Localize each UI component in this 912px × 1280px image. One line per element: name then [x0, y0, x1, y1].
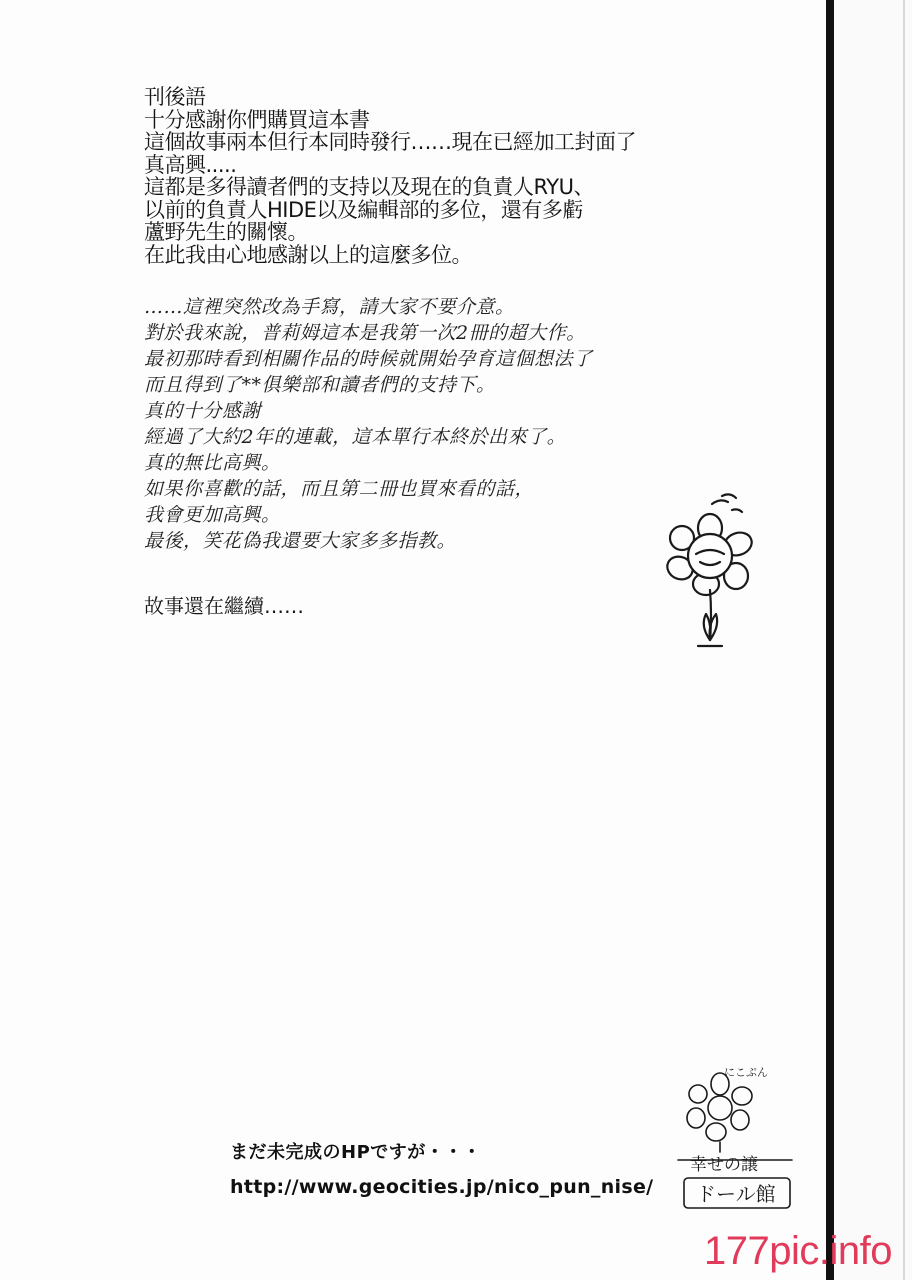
afterword-typed-block: [144, 86, 784, 266]
logo-mid-text: 幸せの譲: [690, 1155, 758, 1175]
typed-line: 十分感謝你們購買這本書: [144, 107, 370, 132]
closing-line: 故事還在繼續……: [144, 594, 304, 618]
page-edge-line: [903, 0, 905, 1280]
promo-japanese-text: まだ未完成のHPですが・・・: [230, 1142, 482, 1163]
doll-house-logo: [668, 1062, 798, 1212]
flower-doodle-icon: [650, 490, 770, 650]
watermark: 177pic.info: [704, 1229, 892, 1273]
handwritten-line: 我會更加高興。: [144, 504, 281, 526]
afterword-title: 刊後語: [144, 85, 206, 109]
handwritten-line: 對於我來說，普莉姆這本是我第一次2冊的超大作。: [144, 322, 586, 344]
page-edge-border: [826, 0, 834, 1280]
handwritten-line: 經過了大約2年的連載，這本單行本終於出來了。: [144, 426, 567, 448]
promo-block: [230, 1140, 653, 1198]
handwritten-line: 真的十分感謝: [144, 400, 262, 422]
typed-line: 蘆野先生的關懷。: [144, 220, 308, 244]
handwritten-line: 而且得到了**俱樂部和讀者們的支持下。: [144, 374, 496, 396]
typed-line: 在此我由心地感謝以上的這麼多位。: [144, 242, 472, 267]
handwritten-line: 最後，笑花偽我還要大家多多指教。: [144, 530, 457, 552]
handwritten-line: 最初那時看到相關作品的時候就開始孕育這個想法了: [144, 348, 593, 370]
handwritten-line: 真的無比高興。: [144, 452, 281, 474]
typed-line: 以前的負責人HIDE以及編輯部的多位，還有多虧: [144, 197, 583, 222]
handwritten-line: 如果你喜歡的話，而且第二冊也買來看的話，: [144, 478, 535, 500]
typed-line: 真高興.....: [144, 152, 237, 177]
logo-bottom-text: ドール館: [696, 1182, 776, 1206]
typed-line: 這個故事兩本但行本同時發行……現在已經加工封面了: [144, 130, 636, 154]
handwritten-line: ……這裡突然改為手寫，請大家不要介意。: [144, 296, 515, 318]
page-edge-strip: [834, 0, 912, 1280]
logo-top-text: にこぷん: [724, 1066, 768, 1079]
typed-line: 這都是多得讀者們的支持以及現在的負責人RYU、: [144, 175, 594, 199]
promo-url: http://www.geocities.jp/nico_pun_nise/: [230, 1176, 654, 1198]
